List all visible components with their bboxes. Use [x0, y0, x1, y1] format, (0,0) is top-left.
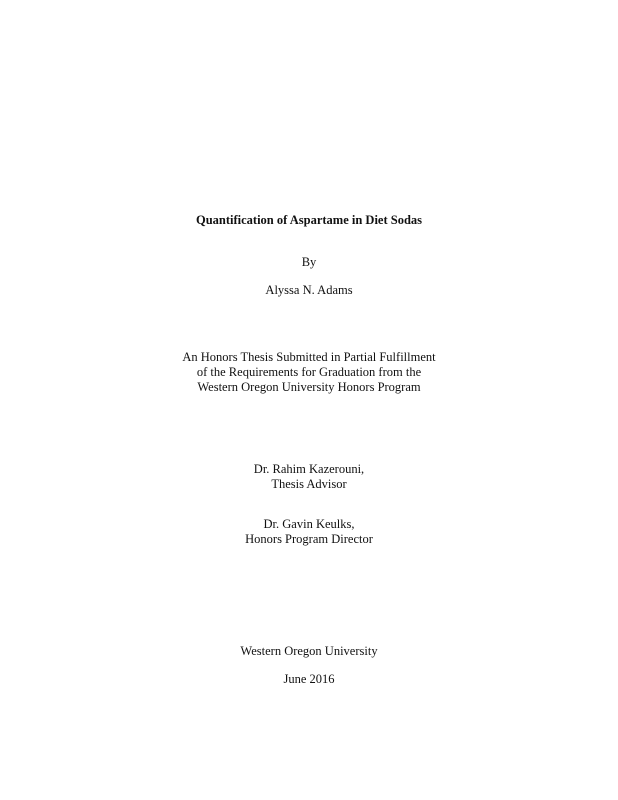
submission-line-2: of the Requirements for Graduation from the — [196, 365, 422, 379]
director-name: Dr. Gavin Keulks, — [263, 517, 355, 531]
thesis-title: Quantification of Aspartame in Diet Sodas — [195, 213, 423, 227]
advisor-role: Thesis Advisor — [271, 477, 347, 491]
submission-line-3: Western Oregon University Honors Program — [197, 380, 421, 394]
by-label: By — [301, 255, 317, 269]
director-role: Honors Program Director — [245, 532, 373, 546]
institution-name: Western Oregon University — [240, 644, 378, 658]
author-name: Alyssa N. Adams — [265, 283, 353, 297]
submission-line-1: An Honors Thesis Submitted in Partial Fulfillment — [182, 350, 436, 364]
advisor-name: Dr. Rahim Kazerouni, — [253, 462, 365, 476]
submission-date: June 2016 — [283, 672, 335, 686]
